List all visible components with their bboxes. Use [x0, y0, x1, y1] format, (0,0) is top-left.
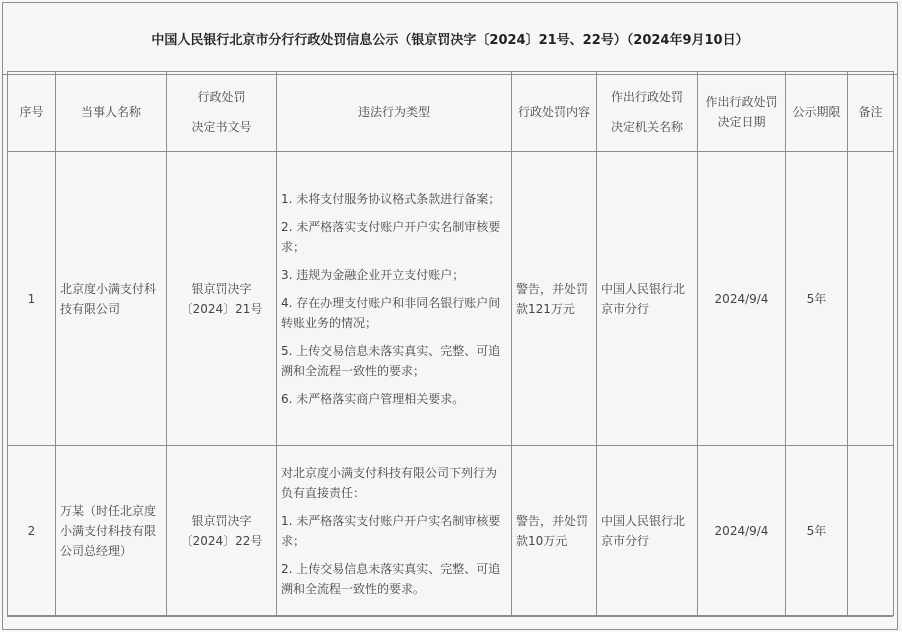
row2-violation-item: 对北京度小满支付科技有限公司下列行为负有直接责任： — [281, 465, 498, 500]
row2-remark — [848, 446, 894, 616]
row2-penalty: 警告，并处罚款10万元 — [512, 446, 597, 616]
row2-date: 2024/9/4 — [698, 446, 786, 616]
header-date-line1: 作出行政处罚 — [705, 94, 778, 109]
header-seq: 序号 — [8, 72, 56, 152]
row1-party: 北京度小满支付科技有限公司 — [56, 152, 167, 446]
row1-seq: 1 — [8, 152, 56, 446]
row2-authority: 中国人民银行北京市分行 — [597, 446, 698, 616]
row1-date: 2024/9/4 — [698, 152, 786, 446]
header-doc-no — [167, 72, 277, 152]
table-row — [8, 446, 894, 616]
header-date-line2: 决定日期 — [717, 114, 766, 129]
header-authority-line1: 作出行政处罚 — [610, 89, 683, 104]
table-bottom-strip — [7, 616, 893, 630]
row1-doc-no-line2: 〔2024〕21号 — [180, 301, 263, 316]
row2-violations — [277, 446, 512, 616]
row1-authority: 中国人民银行北京市分行 — [597, 152, 698, 446]
row2-party: 万某（时任北京度小满支付科技有限公司总经理） — [56, 446, 167, 616]
row2-doc-no-line2: 〔2024〕22号 — [180, 533, 263, 548]
row2-violation-item: 1. 未严格落实支付账户开户实名制审核要求； — [281, 513, 501, 548]
row1-violation-item: 2. 未严格落实支付账户开户实名制审核要求； — [281, 219, 501, 254]
header-doc-no-line2: 决定书文号 — [191, 119, 252, 134]
header-doc-no-line1: 行政处罚 — [197, 89, 246, 104]
header-violation: 违法行为类型 — [277, 72, 512, 152]
header-party: 当事人名称 — [56, 72, 167, 152]
row1-violations — [277, 152, 512, 446]
header-period: 公示期限 — [786, 72, 848, 152]
row1-violation-item: 4. 存在办理支付账户和非同名银行账户间转账业务的情况； — [281, 295, 501, 330]
row1-doc-no — [167, 152, 277, 446]
row1-violation-item: 6. 未严格落实商户管理相关要求。 — [281, 391, 465, 406]
header-authority-line2: 决定机关名称 — [610, 119, 683, 134]
row1-violation-item: 5. 上传交易信息未落实真实、完整、可追溯和全流程一致性的要求； — [281, 343, 501, 378]
row1-violation-item: 3. 违规为金融企业开立支付账户； — [281, 267, 465, 282]
row2-period: 5年 — [786, 446, 848, 616]
row2-violation-item: 2. 上传交易信息未落实真实、完整、可追溯和全流程一致性的要求。 — [281, 561, 501, 596]
row2-doc-no — [167, 446, 277, 616]
row1-remark — [848, 152, 894, 446]
row1-doc-no-line1: 银京罚决字 — [191, 281, 252, 296]
page-title: 中国人民银行北京市分行行政处罚信息公示（银京罚决字〔2024〕21号、22号）（2024年9月10日） — [3, 3, 897, 75]
penalty-table — [7, 71, 894, 616]
row2-seq: 2 — [8, 446, 56, 616]
row1-penalty: 警告，并处罚款121万元 — [512, 152, 597, 446]
header-penalty: 行政处罚内容 — [512, 72, 597, 152]
row1-period: 5年 — [786, 152, 848, 446]
table-header-row — [8, 72, 894, 152]
row2-doc-no-line1: 银京罚决字 — [191, 513, 252, 528]
header-authority — [597, 72, 698, 152]
row1-violation-item: 1. 未将支付服务协议格式条款进行备案； — [281, 191, 501, 206]
table-row — [8, 152, 894, 446]
header-remark: 备注 — [848, 72, 894, 152]
header-date — [698, 72, 786, 152]
